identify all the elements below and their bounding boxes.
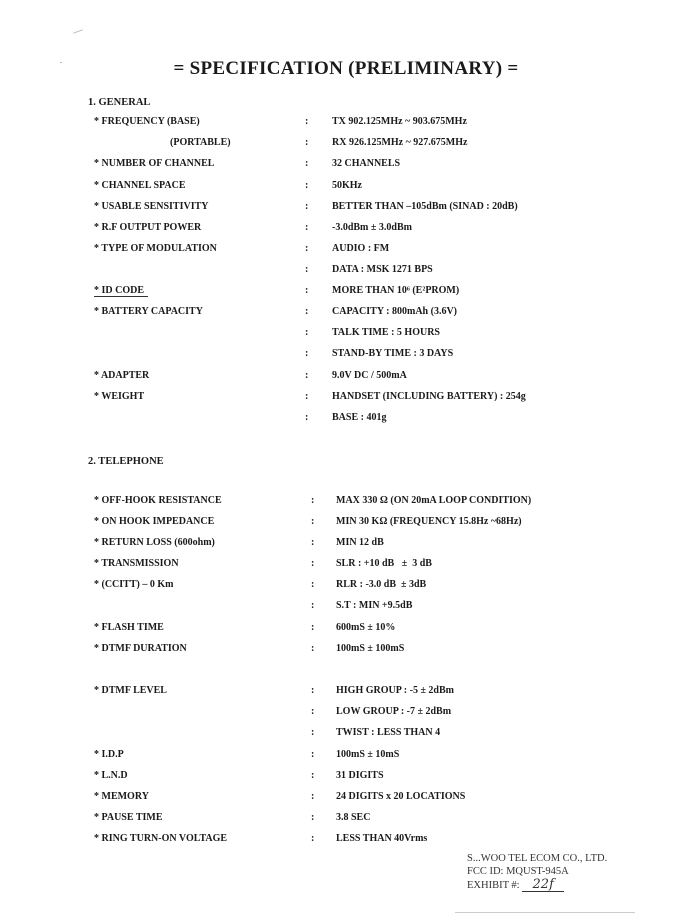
spec-label: * NUMBER OF CHANNEL	[94, 158, 215, 169]
spec-row	[0, 622, 692, 638]
spec-label: * WEIGHT	[94, 391, 145, 402]
spec-label: * RETURN LOSS (600ohm)	[94, 537, 215, 548]
separator: :	[311, 537, 315, 548]
spec-label: * DTMF LEVEL	[94, 685, 167, 696]
separator: :	[305, 348, 309, 359]
spec-row	[0, 158, 692, 174]
spec-label: * DTMF DURATION	[94, 643, 187, 654]
separator: :	[305, 285, 309, 296]
separator: :	[311, 685, 315, 696]
spec-value: TWIST : LESS THAN 4	[336, 727, 441, 738]
spec-row	[0, 137, 692, 153]
spec-label: * USABLE SENSITIVITY	[94, 201, 209, 212]
separator: :	[305, 327, 309, 338]
spec-value: 24 DIGITS x 20 LOCATIONS	[336, 791, 466, 802]
spec-label: * OFF-HOOK RESISTANCE	[94, 495, 222, 506]
separator: :	[305, 264, 309, 275]
spec-row	[0, 749, 692, 765]
spec-value: SLR : +10 dB ± 3 dB	[336, 558, 432, 569]
separator: :	[311, 749, 315, 760]
spec-label: * ADAPTER	[94, 370, 150, 381]
spec-value: MIN 12 dB	[336, 537, 384, 548]
spec-value: HIGH GROUP : -5 ± 2dBm	[336, 685, 454, 696]
separator: :	[305, 116, 309, 127]
id-code-label: * ID CODE	[94, 285, 148, 297]
spec-label: * CHANNEL SPACE	[94, 180, 186, 191]
company-name: S...WOO TEL ECOM CO., LTD.	[467, 853, 608, 864]
spec-row	[0, 264, 692, 280]
separator: :	[311, 770, 315, 781]
spec-value: 3.8 SEC	[336, 812, 371, 823]
separator: :	[311, 558, 315, 569]
spec-label: * TYPE OF MODULATION	[94, 243, 217, 254]
spec-label: * FREQUENCY (BASE)	[94, 116, 200, 127]
spec-label: * RING TURN-ON VOLTAGE	[94, 833, 228, 844]
spec-row	[0, 116, 692, 132]
spec-value: 32 CHANNELS	[332, 158, 401, 169]
spec-row	[0, 201, 692, 217]
spec-value: TX 902.125MHz ~ 903.675MHz	[332, 116, 467, 127]
spec-value: AUDIO : FM	[332, 243, 390, 254]
spec-row	[0, 412, 692, 428]
spec-value: RLR : -3.0 dB ± 3dB	[336, 579, 427, 590]
spec-value: MORE THAN 10⁶ (E²PROM)	[332, 285, 460, 296]
spec-row	[0, 558, 692, 574]
spec-label	[94, 285, 148, 296]
separator: :	[305, 412, 309, 423]
spec-row	[0, 579, 692, 595]
separator: :	[311, 516, 315, 527]
spec-label: * I.D.P	[94, 749, 124, 760]
spec-row	[0, 643, 692, 659]
spec-row	[0, 180, 692, 196]
scan-artifact	[455, 912, 635, 913]
spec-row	[0, 706, 692, 722]
separator: :	[311, 600, 315, 611]
separator: :	[305, 222, 309, 233]
exhibit-number: 22f	[522, 878, 564, 892]
spec-value: 9.0V DC / 500mA	[332, 370, 407, 381]
spec-row	[0, 370, 692, 386]
separator: :	[311, 643, 315, 654]
spec-value: 31 DIGITS	[336, 770, 384, 781]
spec-value: DATA : MSK 1271 BPS	[332, 264, 433, 275]
spec-row	[0, 327, 692, 343]
spec-value: MAX 330 Ω (ON 20mA LOOP CONDITION)	[336, 495, 532, 506]
separator: :	[311, 791, 315, 802]
spec-value: CAPACITY : 800mAh (3.6V)	[332, 306, 457, 317]
separator: :	[305, 306, 309, 317]
spec-value: BETTER THAN –105dBm (SINAD : 20dB)	[332, 201, 518, 212]
spec-label: * ON HOOK IMPEDANCE	[94, 516, 215, 527]
separator: :	[305, 180, 309, 191]
separator: :	[305, 243, 309, 254]
spec-row	[0, 537, 692, 553]
spec-row	[0, 243, 692, 259]
spec-row	[0, 348, 692, 364]
separator: :	[311, 706, 315, 717]
spec-row	[0, 285, 692, 301]
spec-row	[0, 685, 692, 701]
spec-row	[0, 727, 692, 743]
spec-value: LESS THAN 40Vrms	[336, 833, 428, 844]
fcc-id: FCC ID: MQUST-945A	[467, 866, 569, 877]
separator: :	[311, 579, 315, 590]
separator: :	[311, 812, 315, 823]
spec-row	[0, 391, 692, 407]
spec-row	[0, 812, 692, 828]
spec-value: -3.0dBm ± 3.0dBm	[332, 222, 412, 233]
spec-value: 100mS ± 10mS	[336, 749, 400, 760]
spec-row	[0, 770, 692, 786]
exhibit-label: EXHIBIT #:	[467, 880, 520, 891]
section-heading-general: 1. GENERAL	[88, 97, 151, 108]
spec-row	[0, 600, 692, 616]
section-heading-telephone: 2. TELEPHONE	[88, 456, 164, 467]
spec-value: RX 926.125MHz ~ 927.675MHz	[332, 137, 468, 148]
spec-value: 100mS ± 100mS	[336, 643, 405, 654]
spec-value: S.T : MIN +9.5dB	[336, 600, 413, 611]
spec-value: HANDSET (INCLUDING BATTERY) : 254g	[332, 391, 526, 402]
spec-label: (PORTABLE)	[170, 137, 231, 148]
spec-value: BASE : 401g	[332, 412, 387, 423]
spec-value: MIN 30 KΩ (FREQUENCY 15.8Hz ~68Hz)	[336, 516, 522, 527]
separator: :	[311, 622, 315, 633]
spec-label: * PAUSE TIME	[94, 812, 163, 823]
spec-label: * (CCITT) – 0 Km	[94, 579, 174, 590]
spec-row	[0, 495, 692, 511]
spec-row	[0, 306, 692, 322]
page-title: = SPECIFICATION (PRELIMINARY) =	[173, 58, 519, 79]
spec-row	[0, 516, 692, 532]
spec-label: * L.N.D	[94, 770, 128, 781]
spec-label: * FLASH TIME	[94, 622, 164, 633]
separator: :	[305, 201, 309, 212]
separator: :	[311, 495, 315, 506]
separator: :	[305, 391, 309, 402]
spec-row	[0, 833, 692, 849]
spec-value: 600mS ± 10%	[336, 622, 396, 633]
spec-label: * MEMORY	[94, 791, 149, 802]
exhibit-stamp	[467, 852, 607, 892]
spec-value: 50KHz	[332, 180, 362, 191]
separator: :	[305, 370, 309, 381]
spec-label: * TRANSMISSION	[94, 558, 179, 569]
spec-value: LOW GROUP : -7 ± 2dBm	[336, 706, 452, 717]
spec-label: * BATTERY CAPACITY	[94, 306, 203, 317]
spec-label: * R.F OUTPUT POWER	[94, 222, 202, 233]
scan-artifact	[73, 29, 83, 33]
spec-row	[0, 222, 692, 238]
separator: :	[311, 833, 315, 844]
spec-value: TALK TIME : 5 HOURS	[332, 327, 440, 338]
spec-value: STAND-BY TIME : 3 DAYS	[332, 348, 454, 359]
separator: :	[305, 137, 309, 148]
separator: :	[311, 727, 315, 738]
exhibit-line	[467, 878, 607, 892]
separator: :	[305, 158, 309, 169]
spec-row	[0, 791, 692, 807]
